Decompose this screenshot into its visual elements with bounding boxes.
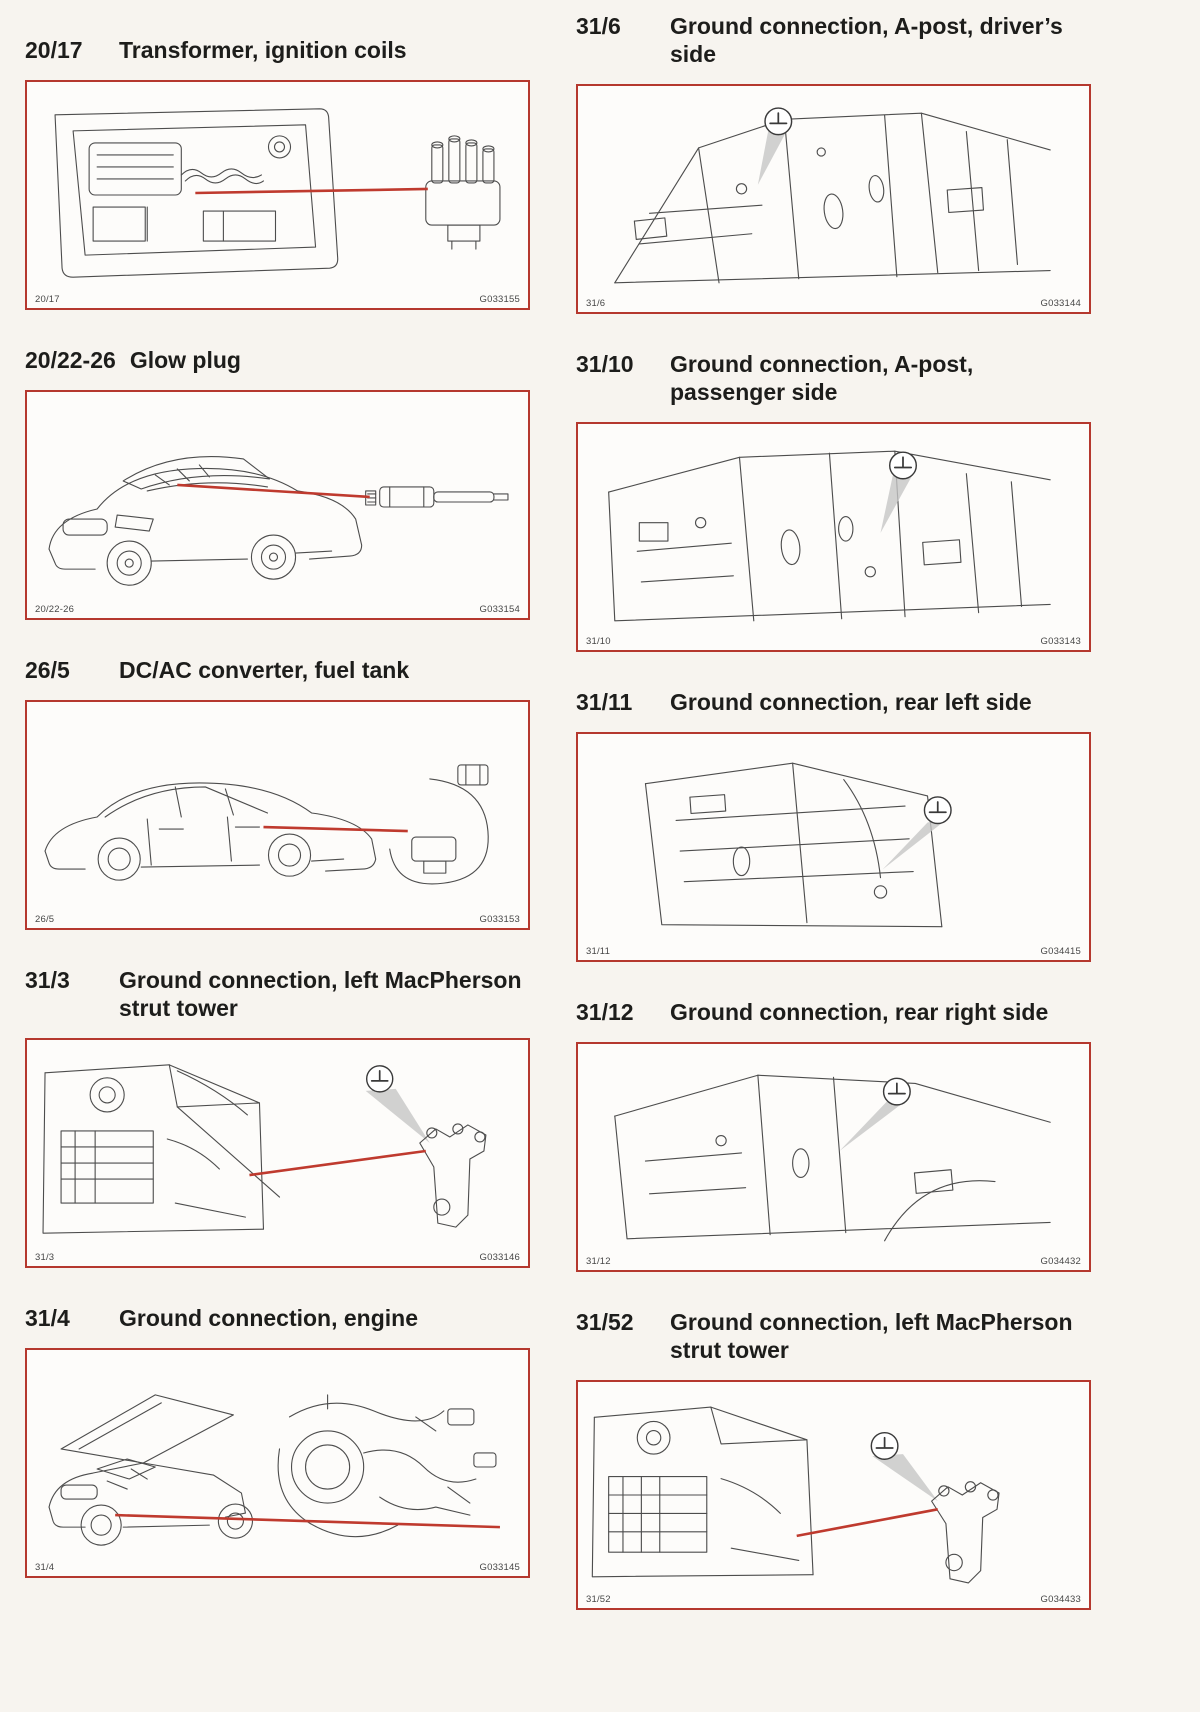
entry-title-text: Ground connection, left MacPherson strut tower bbox=[670, 1309, 1073, 1364]
entry-title-text: Ground connection, engine bbox=[119, 1305, 418, 1332]
figure-frame bbox=[576, 1042, 1091, 1272]
figure-code: 31/52 bbox=[586, 1594, 611, 1606]
entry-title-text: Transformer, ignition coils bbox=[119, 37, 407, 63]
figure-image-id: G034432 bbox=[1040, 1256, 1081, 1268]
entry-title-text: Ground connection, left MacPherson strut tower bbox=[119, 967, 522, 1022]
entry-title bbox=[576, 12, 1091, 68]
figure-code: 31/10 bbox=[586, 636, 611, 648]
entry-title-text: DC/AC converter, fuel tank bbox=[119, 657, 410, 684]
dc-ac-converter-connector bbox=[390, 765, 489, 884]
figure-frame bbox=[25, 700, 530, 930]
left-column bbox=[25, 10, 530, 1646]
illustration-strut-tower-ground bbox=[27, 1040, 528, 1266]
illustration-a-post-driver-ground bbox=[578, 86, 1089, 312]
entry-31-4 bbox=[25, 1304, 530, 1578]
leader-line bbox=[177, 485, 369, 497]
entry-number: 26/5 bbox=[25, 657, 70, 684]
leader-line bbox=[249, 1151, 425, 1175]
figure-code: 20/17 bbox=[35, 294, 60, 306]
figure-frame bbox=[25, 80, 530, 310]
figure-image-id: G033155 bbox=[479, 294, 520, 306]
figure-image-id: G033154 bbox=[479, 604, 520, 616]
figure-image-id: G033143 bbox=[1040, 636, 1081, 648]
figure-frame bbox=[576, 422, 1091, 652]
figure-frame bbox=[25, 390, 530, 620]
leader-line bbox=[263, 827, 407, 831]
figure-image-id: G033153 bbox=[479, 914, 520, 926]
entry-title bbox=[25, 346, 530, 374]
illustration-car-side-converter bbox=[27, 702, 528, 928]
ground-symbol-icon bbox=[871, 1433, 898, 1460]
glow-plug bbox=[366, 487, 508, 507]
entry-26-5 bbox=[25, 656, 530, 930]
figure-code: 20/22-26 bbox=[35, 604, 75, 616]
entry-20-22-26 bbox=[25, 346, 530, 620]
figure-code: 31/4 bbox=[35, 1562, 55, 1574]
entry-number: 20/22-26 bbox=[25, 347, 116, 374]
entry-31-6 bbox=[576, 12, 1091, 314]
ground-pointer-wedge bbox=[881, 474, 914, 533]
figure-frame bbox=[25, 1038, 530, 1268]
ground-symbol-icon bbox=[890, 452, 917, 479]
entry-31-11 bbox=[576, 688, 1091, 962]
entry-title bbox=[576, 350, 1091, 406]
entry-31-52 bbox=[576, 1308, 1091, 1610]
ground-bracket bbox=[932, 1482, 999, 1583]
ground-pointer-wedge bbox=[872, 1454, 937, 1501]
entry-31-12 bbox=[576, 998, 1091, 1272]
ground-symbol-icon bbox=[924, 797, 951, 824]
illustration-rear-left-ground bbox=[578, 734, 1089, 960]
entry-title-text: Ground connection, A-post, driver’s side bbox=[670, 13, 1063, 68]
figure-frame bbox=[25, 1348, 530, 1578]
ground-symbol-icon bbox=[884, 1079, 911, 1106]
entry-title-text: Ground connection, rear left side bbox=[670, 689, 1032, 716]
entry-31-10 bbox=[576, 350, 1091, 652]
figure-frame bbox=[576, 1380, 1091, 1610]
figure-image-id: G033145 bbox=[479, 1562, 520, 1574]
ground-symbol-icon bbox=[367, 1066, 393, 1092]
illustration-car-front-glow-plug bbox=[27, 392, 528, 618]
entry-title-text: Glow plug bbox=[129, 347, 241, 374]
ignition-coil-pack bbox=[426, 136, 500, 249]
entry-title bbox=[25, 36, 530, 64]
entry-number: 31/52 bbox=[576, 1309, 634, 1336]
figure-code: 26/5 bbox=[35, 914, 55, 926]
entry-title-text: Ground connection, rear right side bbox=[670, 999, 1049, 1026]
entry-31-3 bbox=[25, 966, 530, 1268]
entry-number: 31/10 bbox=[576, 351, 634, 378]
entry-title-text: Ground connection, A-post, passenger side bbox=[670, 351, 974, 406]
illustration-a-post-passenger-ground bbox=[578, 424, 1089, 650]
entry-title bbox=[576, 688, 1091, 716]
entry-number: 31/11 bbox=[576, 689, 633, 716]
leader-line bbox=[797, 1510, 938, 1537]
figure-code: 31/11 bbox=[586, 946, 611, 958]
leader-line bbox=[115, 1515, 500, 1527]
entry-number: 20/17 bbox=[25, 37, 83, 63]
ground-pointer-wedge bbox=[883, 819, 948, 870]
figure-code: 31/12 bbox=[586, 1256, 611, 1268]
entry-number: 31/3 bbox=[25, 967, 70, 994]
entry-title bbox=[576, 1308, 1091, 1364]
illustration-strut-tower-ground-2 bbox=[578, 1382, 1089, 1608]
figure-code: 31/6 bbox=[586, 298, 606, 310]
ground-symbol-icon bbox=[765, 108, 792, 135]
ground-pointer-wedge bbox=[840, 1100, 907, 1151]
figure-frame bbox=[576, 84, 1091, 314]
entry-20-17 bbox=[25, 36, 530, 310]
illustration-engine-ground bbox=[27, 1350, 528, 1576]
figure-image-id: G034433 bbox=[1040, 1594, 1081, 1606]
entry-title bbox=[25, 656, 530, 684]
entry-number: 31/4 bbox=[25, 1305, 70, 1332]
illustration-engine-bay-ignition-coils bbox=[27, 82, 528, 308]
figure-code: 31/3 bbox=[35, 1252, 55, 1264]
ground-bracket bbox=[420, 1124, 486, 1227]
engine-harness bbox=[278, 1395, 496, 1537]
illustration-rear-right-ground bbox=[578, 1044, 1089, 1270]
ground-pointer-wedge bbox=[366, 1089, 430, 1143]
ground-pointer-wedge bbox=[758, 128, 789, 185]
figure-image-id: G033144 bbox=[1040, 298, 1081, 310]
entry-number: 31/6 bbox=[576, 13, 621, 39]
entry-title bbox=[25, 1304, 530, 1332]
entry-number: 31/12 bbox=[576, 999, 634, 1026]
figure-frame bbox=[576, 732, 1091, 962]
figure-image-id: G034415 bbox=[1040, 946, 1081, 958]
figure-image-id: G033146 bbox=[479, 1252, 520, 1264]
right-column bbox=[576, 10, 1091, 1646]
entry-title bbox=[576, 998, 1091, 1026]
entry-title bbox=[25, 966, 530, 1022]
